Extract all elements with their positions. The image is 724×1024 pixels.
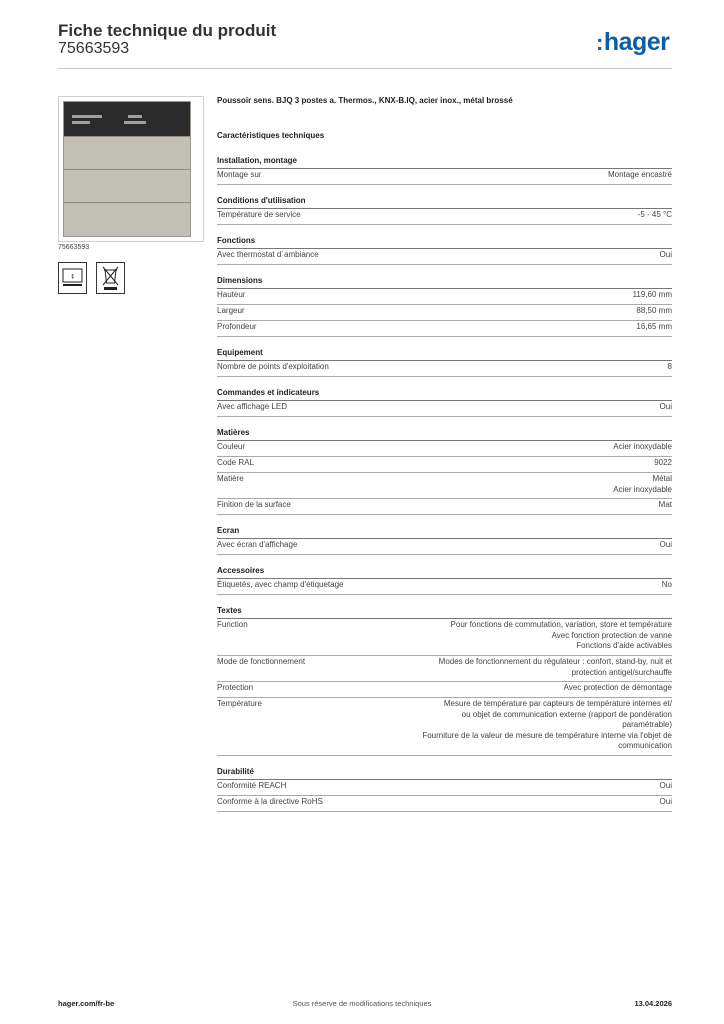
footer-website[interactable]: hager.com/fr-be (58, 999, 115, 1008)
spec-row (217, 656, 672, 682)
spec-value: 9022 (654, 458, 672, 467)
spec-label: Température de service (217, 210, 301, 219)
page-title: Fiche technique du produit (58, 21, 277, 40)
spec-group-title: Conditions d'utilisation (217, 196, 306, 205)
spec-value: Oui (659, 797, 672, 806)
spec-label: Function (217, 620, 248, 629)
rocker-2 (64, 169, 190, 202)
svg-text:↕: ↕ (69, 273, 76, 281)
spec-value: Modes de fonctionnement du régulateur : confort, stand-by, nuit et protection antigel/surchauffe (438, 657, 672, 677)
spec-value: 88,50 mm (636, 306, 672, 315)
spec-value: Métal Acier inoxydable (613, 474, 672, 494)
spec-label: Hauteur (217, 290, 246, 299)
spec-value: 16,65 mm (636, 322, 672, 331)
spec-row (217, 796, 672, 812)
spec-group-title: Matières (217, 428, 250, 437)
spec-row (217, 473, 672, 499)
spec-label: Étiquetés, avec champ d'étiquetage (217, 580, 344, 589)
logo-text: hager (603, 28, 670, 56)
header-divider (58, 68, 672, 69)
spec-value: Avec protection de démontage (563, 683, 672, 692)
spec-row (217, 780, 672, 796)
lcd-display-icon (58, 262, 87, 294)
spec-row (217, 698, 672, 756)
spec-label: Mode de fonctionnement (217, 657, 306, 666)
spec-group-title: Textes (217, 606, 242, 615)
spec-value: Pour fonctions de commutation, variation, store et température Avec fonction protection de vanne Fonctions d'aide activables (450, 620, 672, 650)
product-image (58, 96, 204, 242)
spec-row (217, 499, 672, 515)
section-title: Caractéristiques techniques (217, 131, 325, 140)
spec-label: Conformité REACH (217, 781, 287, 790)
spec-group-title: Equipement (217, 348, 263, 357)
product-plate (63, 101, 191, 237)
spec-group-title: Dimensions (217, 276, 263, 285)
spec-value: Oui (659, 781, 672, 790)
spec-label: Couleur (217, 442, 246, 451)
rocker-3 (64, 202, 190, 236)
spec-row (217, 539, 672, 555)
spec-row (217, 305, 672, 321)
spec-group-title: Durabilité (217, 767, 254, 776)
spec-label: Protection (217, 683, 254, 692)
spec-value: No (661, 580, 672, 589)
spec-row (217, 441, 672, 457)
spec-value: Mesure de température par capteurs de température internes et/ ou objet de communication externe (rapport de pondération paramétrable) Fourniture de la valeur de mesure de température interne via l'objet de communication (422, 699, 672, 750)
spec-label: Profondeur (217, 322, 257, 331)
spec-label: Matière (217, 474, 244, 483)
spec-value: Oui (659, 540, 672, 549)
spec-row (217, 579, 672, 595)
spec-label: Largeur (217, 306, 245, 315)
spec-row (217, 209, 672, 225)
spec-label: Finition de la surface (217, 500, 291, 509)
spec-label: Montage sur (217, 170, 262, 179)
spec-label: Avec affichage LED (217, 402, 287, 411)
logo-colon: : (596, 30, 603, 55)
spec-label: Avec écran d'affichage (217, 540, 298, 549)
footer-notice: Sous réserve de modifications techniques (292, 999, 432, 1008)
spec-label: Conforme à la directive RoHS (217, 797, 323, 806)
weee-crossed-bin-icon (96, 262, 125, 294)
spec-row (217, 401, 672, 417)
spec-value: 119,60 mm (632, 290, 672, 299)
spec-group-title: Commandes et indicateurs (217, 388, 320, 397)
rocker-1 (64, 136, 190, 169)
spec-label: Température (217, 699, 262, 708)
hager-logo (596, 28, 669, 57)
spec-row (217, 249, 672, 265)
spec-row (217, 289, 672, 305)
spec-label: Nombre de points d'exploitation (217, 362, 329, 371)
spec-group-title: Fonctions (217, 236, 256, 245)
spec-value: 8 (667, 362, 672, 371)
spec-row (217, 169, 672, 185)
spec-row (217, 682, 672, 698)
product-number: 75663593 (58, 40, 130, 57)
spec-value: Oui (659, 402, 672, 411)
product-display-screen (64, 102, 190, 136)
spec-group-title: Accessoires (217, 566, 265, 575)
spec-value: Oui (659, 250, 672, 259)
spec-value: -5 - 45 °C (637, 210, 672, 219)
spec-label: Code RAL (217, 458, 254, 467)
spec-group-title: Ecran (217, 526, 240, 535)
product-description: Poussoir sens. BJQ 3 postes a. Thermos., KNX-B.IQ, acier inox., métal brossé (217, 96, 513, 105)
footer-date: 13.04.2026 (634, 999, 672, 1008)
spec-row (217, 457, 672, 473)
spec-value: Montage encastré (607, 170, 672, 179)
spec-label: Avec thermostat d´ambiance (217, 250, 319, 259)
spec-row (217, 361, 672, 377)
product-code-caption: 75663593 (58, 244, 90, 251)
display-glyphs (64, 102, 190, 136)
spec-row (217, 321, 672, 337)
spec-row (217, 619, 672, 656)
spec-value: Mat (658, 500, 672, 509)
spec-value: Acier inoxydable (613, 442, 672, 451)
spec-group-title: Installation, montage (217, 156, 298, 165)
